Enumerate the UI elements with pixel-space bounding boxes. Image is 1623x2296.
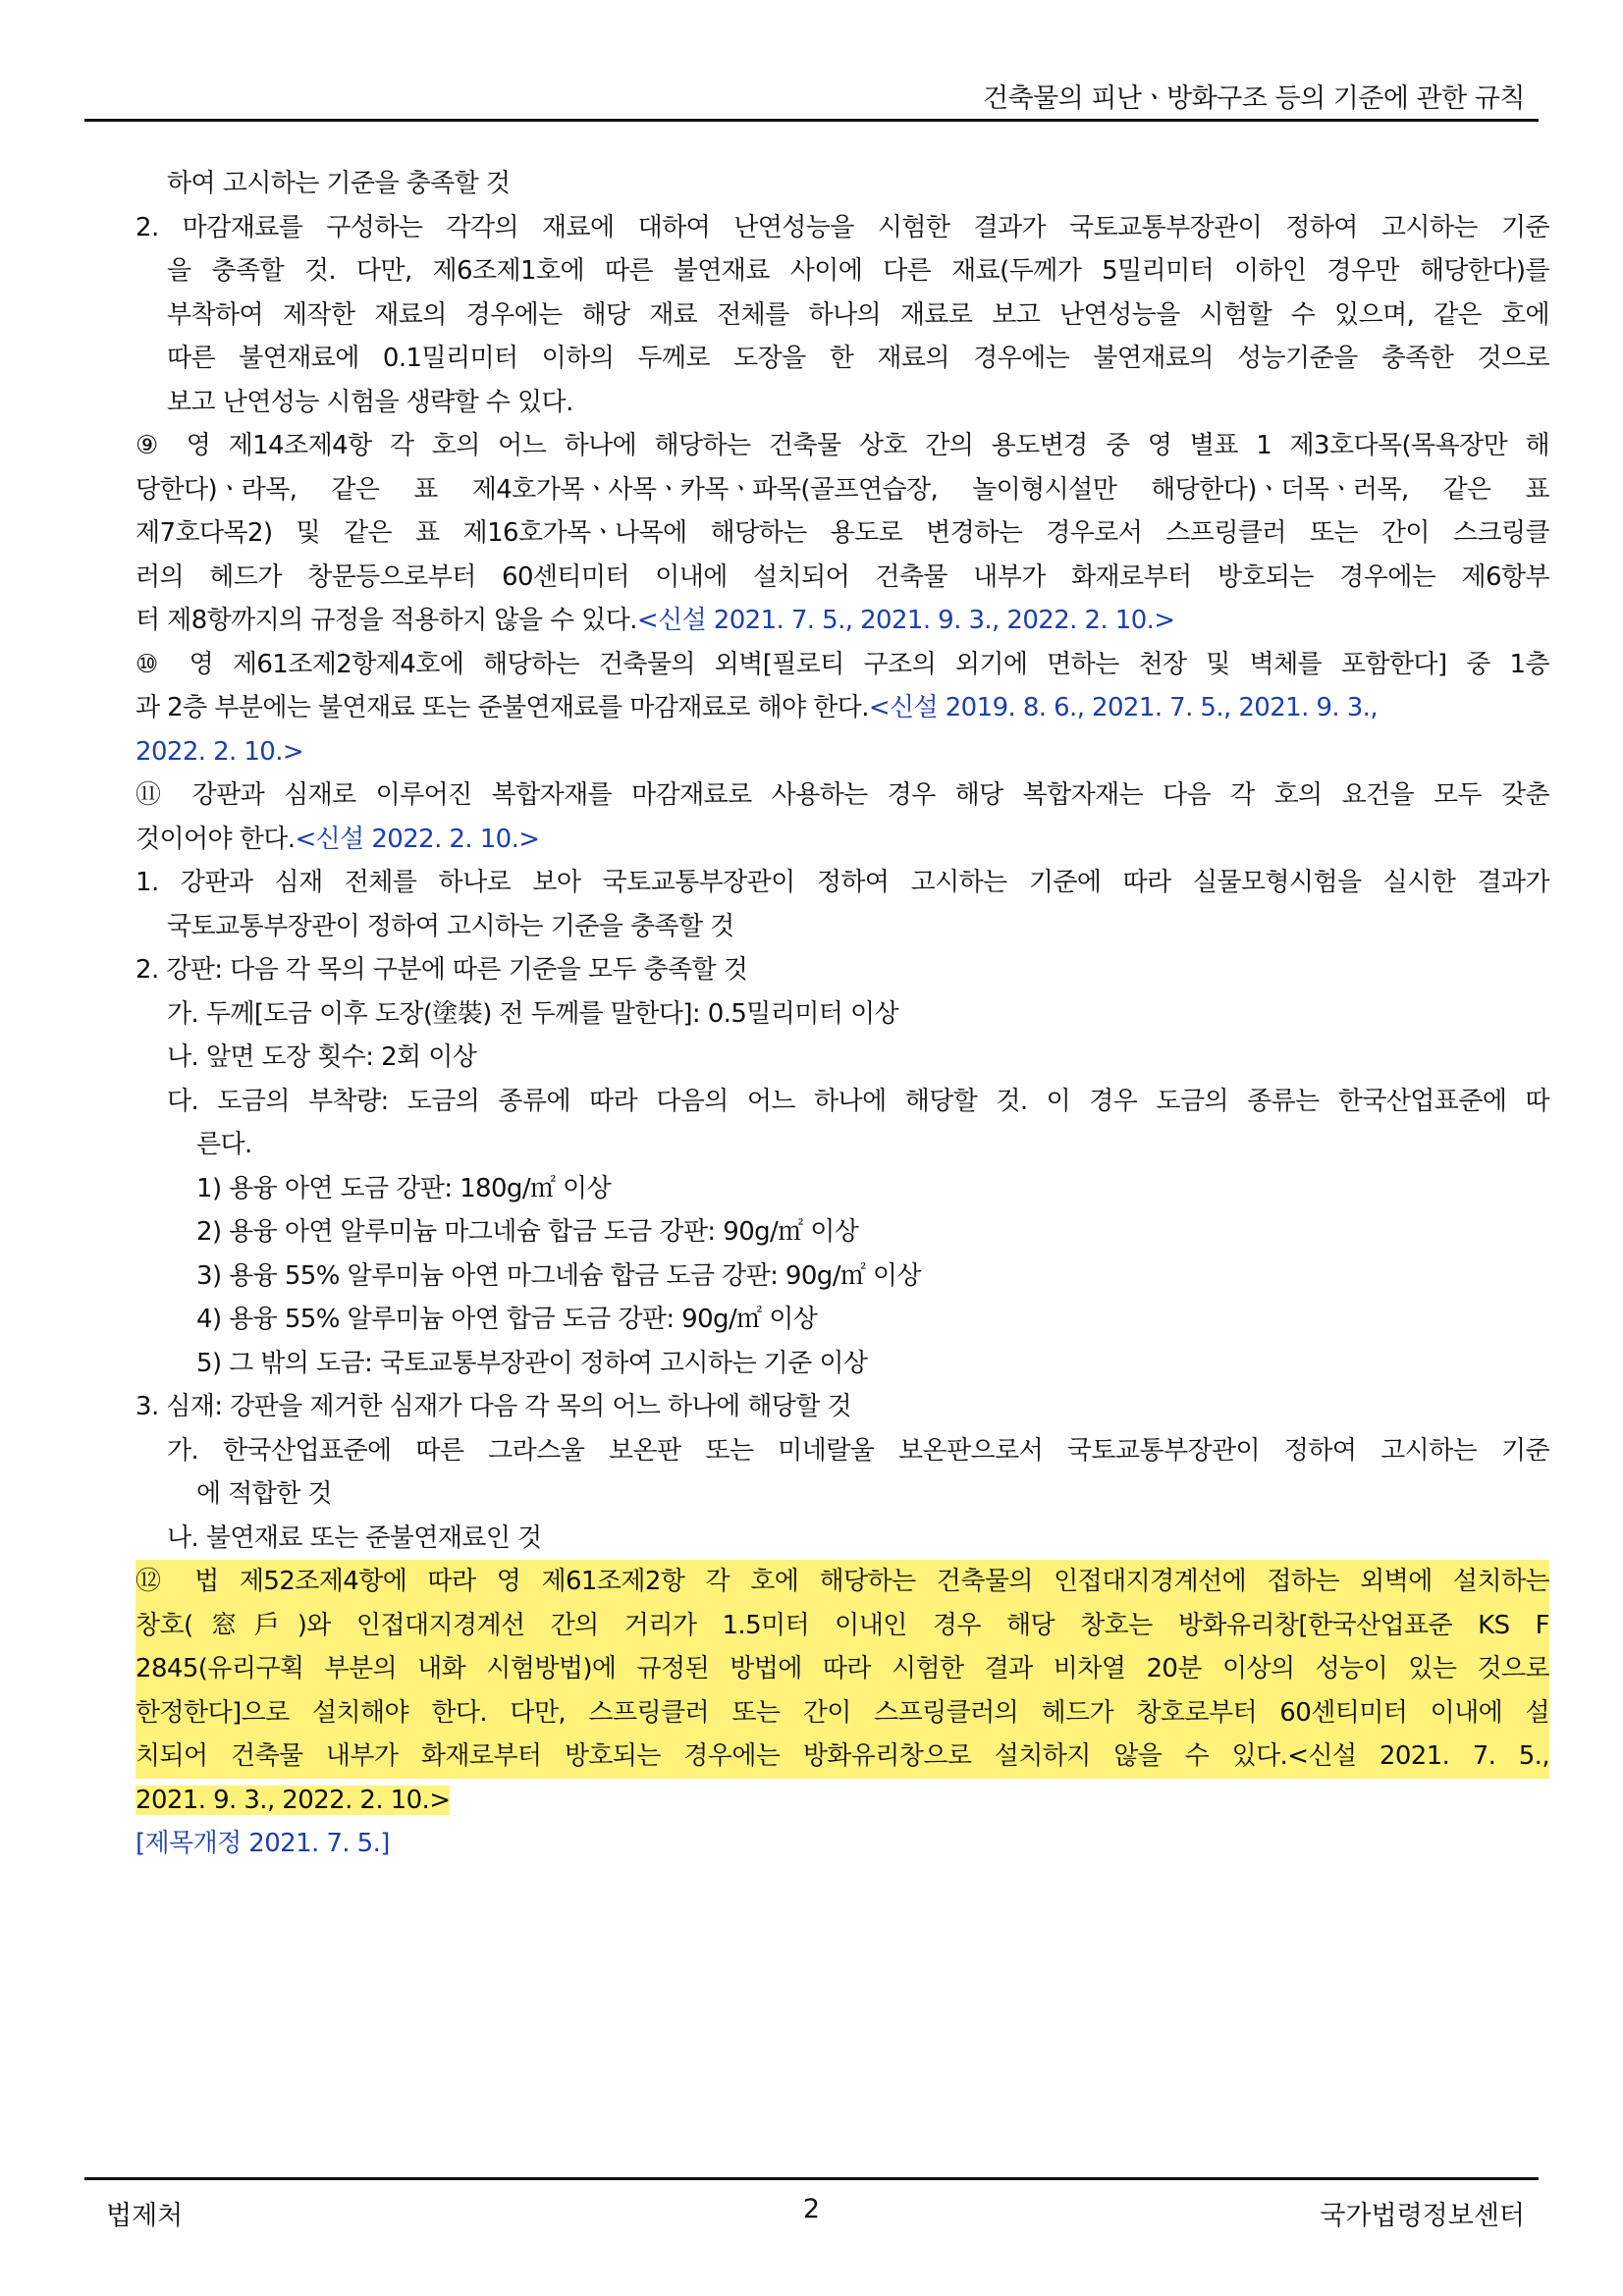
text-line: 을 충족할 것. 다만, 제6조제1호에 따른 불연재료 사이에 다른 재료(두께가 5밀리미터 이하인 경우만 해당한다)를 [167, 256, 1549, 286]
footer-publisher: 국가법령정보센터 [1320, 2201, 1525, 2231]
amendment-note: <신설 2021. 7. 5., 2021. 9. 3., 2022. 2. 10.> [636, 606, 1175, 635]
sub-item: 나. 불연재료 또는 준불연재료인 것 [167, 1522, 542, 1553]
page-header-title: 건축물의 피난ㆍ방화구조 등의 기준에 관한 규칙 [982, 83, 1525, 114]
title-amendment-note: [제목개정 2021. 7. 5.] [135, 1829, 390, 1858]
text-line-highlighted: 치되어 건축물 내부가 화재로부터 방호되는 경우에는 방화유리창으로 설치하지 않을 수 있다.<신설 2021. 7. 5., [135, 1735, 1549, 1779]
document-body [135, 162, 1549, 1866]
sub-item: 다. 도금의 부착량: 도금의 종류에 따라 다음의 어느 하나에 해당할 것. 이 경우 도금의 종류는 한국산업표준에 따 [167, 1086, 1549, 1116]
text-line [135, 599, 1549, 643]
text-line [135, 1779, 1549, 1823]
text-line-highlighted: 한정한다]으로 설치해야 한다. 다만, 스프링클러 또는 간이 스프링클러의 헤드가 창호로부터 60센티미터 이내에 설 [135, 1691, 1549, 1735]
amendment-note: <신설 2019. 8. 6., 2021. 7. 5., 2021. 9. 3., [868, 693, 1378, 722]
text-span: 과 2층 부분에는 불연재료 또는 준불연재료를 마감재료로 해야 한다. [135, 693, 869, 722]
text-line: 국토교통부장관이 정하여 고시하는 기준을 충족할 것 [167, 911, 734, 941]
text-line-highlighted: 창호(窓戶)와 인접대지경계선 간의 거리가 1.5미터 이내인 경우 해당 창호는 방화유리창[한국산업표준 KS F [135, 1604, 1549, 1648]
text-line: 에 적합한 것 [196, 1479, 332, 1509]
paragraph-11: ⑪ 강판과 심재로 이루어진 복합자재를 마감재료로 사용하는 경우 해당 복합자재는 다음 각 호의 요건을 모두 갖춘 [135, 780, 1549, 810]
list-item: 3. 심재: 강판을 제거한 심재가 다음 각 목의 어느 하나에 해당할 것 [135, 1392, 851, 1421]
text-line-highlighted: 2845(유리구획 부분의 내화 시험방법)에 규정된 방법에 따라 시험한 결과 비차열 20분 이상의 성능이 있는 것으로 [135, 1647, 1549, 1691]
text-line [135, 686, 1549, 730]
text-line: 보고 난연성능 시험을 생략할 수 있다. [167, 387, 573, 417]
sub-sub-item: 3) 용융 55% 알루미늄 아연 마그네슘 합금 도금 강판: 90g/㎡ 이상 [196, 1260, 921, 1291]
amendment-note: 2022. 2. 10.> [135, 736, 304, 767]
list-item: 1. 강판과 심재 전체를 하나로 보아 국토교통부장관이 정하여 고시하는 기준에 따라 실물모형시험을 실시한 결과가 [135, 868, 1549, 897]
sub-sub-item: 5) 그 밖의 도금: 국토교통부장관이 정하여 고시하는 기준 이상 [196, 1348, 868, 1378]
text-line: 러의 헤드가 창문등으로부터 60센티미터 이내에 설치되어 건축물 내부가 화재로부터 방호되는 경우에는 제6항부 [135, 561, 1549, 592]
amendment-note: <신설 2022. 2. 10.> [295, 824, 540, 854]
sub-item: 나. 앞면 도장 횟수: 2회 이상 [167, 1042, 477, 1072]
text-line: 당한다)ㆍ라목, 같은 표 제4호가목ㆍ사목ㆍ카목ㆍ파목(골프연습장, 놀이형시설만 해당한다)ㆍ더목ㆍ러목, 같은 표 [135, 474, 1549, 505]
text-line: 하여 고시하는 기준을 충족할 것 [167, 169, 511, 198]
text-line: 제7호다목2) 및 같은 표 제16호가목ㆍ나목에 해당하는 용도로 변경하는 경우로서 스프링클러 또는 간이 스크링클 [135, 518, 1549, 548]
header-divider [84, 119, 1539, 122]
list-item: 2. 강판: 다음 각 목의 구분에 따른 기준을 모두 충족할 것 [135, 955, 748, 985]
paragraph-10: ⑩ 영 제61조제2항제4호에 해당하는 건축물의 외벽[필로티 구조의 외기에 면하는 천장 및 벽체를 포함한다] 중 1층 [135, 649, 1549, 679]
sub-item: 가. 한국산업표준에 따른 그라스울 보온판 또는 미네랄울 보온판으로서 국토교통부장관이 정하여 고시하는 기준 [167, 1435, 1549, 1466]
sub-sub-item: 1) 용융 아연 도금 강판: 180g/㎡ 이상 [196, 1173, 612, 1203]
text-line: 른다. [196, 1130, 252, 1159]
text-span: 터 제8항까지의 규정을 적용하지 않을 수 있다. [135, 606, 637, 635]
text-line [135, 818, 1549, 862]
footer-divider [84, 2177, 1539, 2180]
sub-sub-item: 4) 용융 55% 알루미늄 아연 합금 도금 강판: 90g/㎡ 이상 [196, 1305, 818, 1334]
page-number: 2 [802, 2194, 821, 2224]
footer-source: 법제처 [106, 2201, 184, 2231]
text-line: 부착하여 제작한 재료의 경우에는 해당 재료 전체를 하나의 재료로 보고 난연성능을 시험할 수 있으며, 같은 호에 [167, 299, 1549, 330]
text-span: 것이어야 한다. [135, 824, 296, 854]
paragraph-12-highlighted: ⑫ 법 제52조제4항에 따라 영 제61조제2항 각 호에 해당하는 건축물의 인접대지경계선에 접하는 외벽에 설치하는 [135, 1560, 1549, 1604]
text-line: 따른 불연재료에 0.1밀리미터 이하의 두께로 도장을 한 재료의 경우에는 불연재료의 성능기준을 충족한 것으로 [167, 344, 1549, 373]
sub-item: 가. 두께[도금 이후 도장(塗裝) 전 두께를 말한다]: 0.5밀리미터 이상 [167, 998, 899, 1029]
paragraph-9: ⑨ 영 제14조제4항 각 호의 어느 하나에 해당하는 건축물 상호 간의 용도변경 중 영 별표 1 제3호다목(목욕장만 해 [135, 431, 1549, 460]
sub-sub-item: 2) 용융 아연 알루미늄 마그네슘 합금 도금 강판: 90g/㎡ 이상 [196, 1217, 859, 1247]
text-span-highlighted: 2021. 9. 3., 2022. 2. 10.> [135, 1785, 451, 1815]
list-item: 2. 마감재료를 구성하는 각각의 재료에 대하여 난연성능을 시험한 결과가 국토교통부장관이 정하여 고시하는 기준 [135, 212, 1549, 242]
